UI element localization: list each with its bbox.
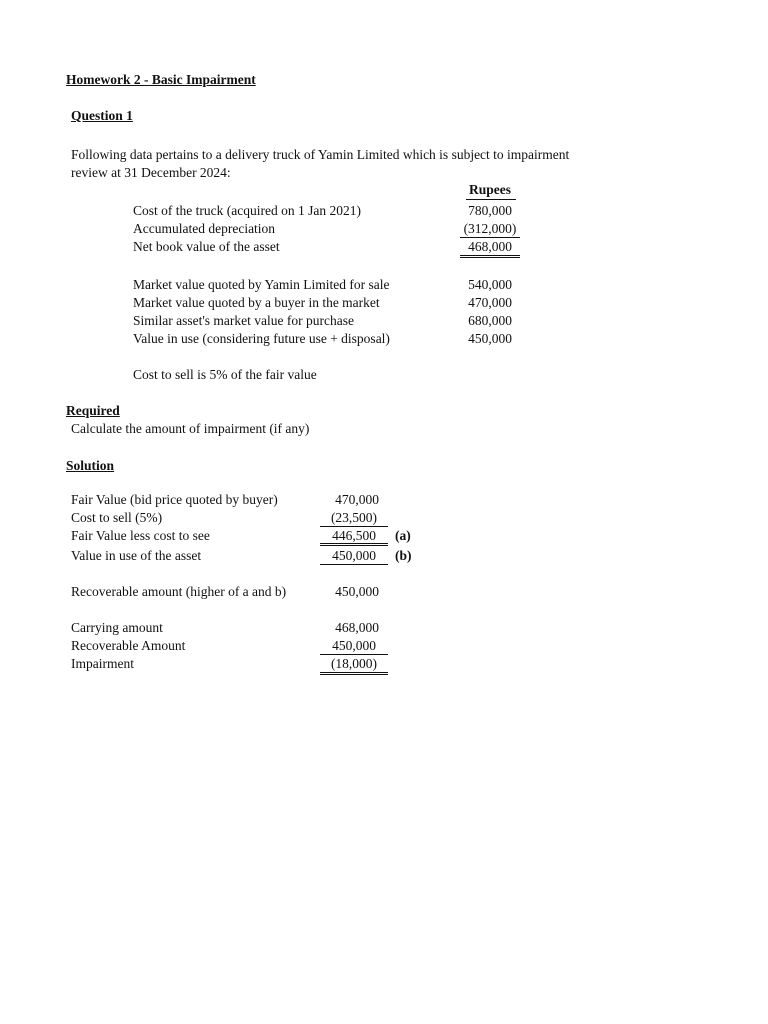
intro-line-1: Following data pertains to a delivery truck of Yamin Limited which is subject to impairment [71, 147, 570, 162]
recoverable-label: Recoverable amount (higher of a and b) [71, 584, 287, 599]
solution-fv-value: 470,000 [335, 492, 379, 507]
market-viu-value: 450,000 [468, 331, 512, 346]
recoverable-value: 450,000 [335, 584, 379, 599]
recoverable-amount-value: 450,000 [320, 637, 388, 655]
solution-cts-label: Cost to sell (5%) [71, 510, 163, 525]
solution-tag-a: (a) [395, 528, 411, 543]
market-sale-value: 540,000 [468, 277, 512, 292]
market-similar-label: Similar asset's market value for purchase [133, 313, 354, 328]
question-label: Question 1 [71, 108, 133, 123]
cost-to-sell-note: Cost to sell is 5% of the fair value [133, 367, 317, 382]
solution-fv-label: Fair Value (bid price quoted by buyer) [71, 492, 278, 507]
required-text: Calculate the amount of impairment (if any) [71, 421, 310, 436]
rupees-header-underline [466, 199, 516, 200]
solution-heading: Solution [66, 458, 115, 473]
page-title: Homework 2 - Basic Impairment [66, 72, 256, 87]
market-viu-label: Value in use (considering future use + disposal) [133, 331, 390, 346]
solution-cts-value: (23,500) [320, 509, 388, 527]
rupees-header: Rupees [468, 182, 511, 197]
question-heading [71, 107, 133, 125]
carrying-amount-label: Carrying amount [71, 620, 163, 635]
solution-fvlcts-value: 446,500 [320, 527, 388, 546]
carrying-amount-value: 468,000 [335, 620, 379, 635]
intro-line-2: review at 31 December 2024: [71, 165, 231, 180]
asset-depreciation-value: (312,000) [460, 220, 520, 238]
impairment-label: Impairment [71, 656, 134, 671]
market-sale-label: Market value quoted by Yamin Limited for sale [133, 277, 390, 292]
required-heading: Required [66, 403, 120, 418]
asset-cost-label: Cost of the truck (acquired on 1 Jan 2021) [133, 203, 361, 218]
asset-nbv-value: 468,000 [460, 238, 520, 258]
asset-cost-value: 780,000 [468, 203, 512, 218]
solution-viu-value: 450,000 [320, 547, 388, 565]
asset-nbv-label: Net book value of the asset [133, 239, 280, 254]
impairment-value: (18,000) [320, 655, 388, 675]
market-buyer-value: 470,000 [468, 295, 512, 310]
market-buyer-label: Market value quoted by a buyer in the market [133, 295, 380, 310]
market-similar-value: 680,000 [468, 313, 512, 328]
solution-viu-label: Value in use of the asset [71, 548, 202, 563]
solution-fvlcts-label: Fair Value less cost to see [71, 528, 210, 543]
asset-depreciation-label: Accumulated depreciation [133, 221, 276, 236]
recoverable-amount-label: Recoverable Amount [71, 638, 186, 653]
solution-tag-b: (b) [395, 548, 412, 563]
